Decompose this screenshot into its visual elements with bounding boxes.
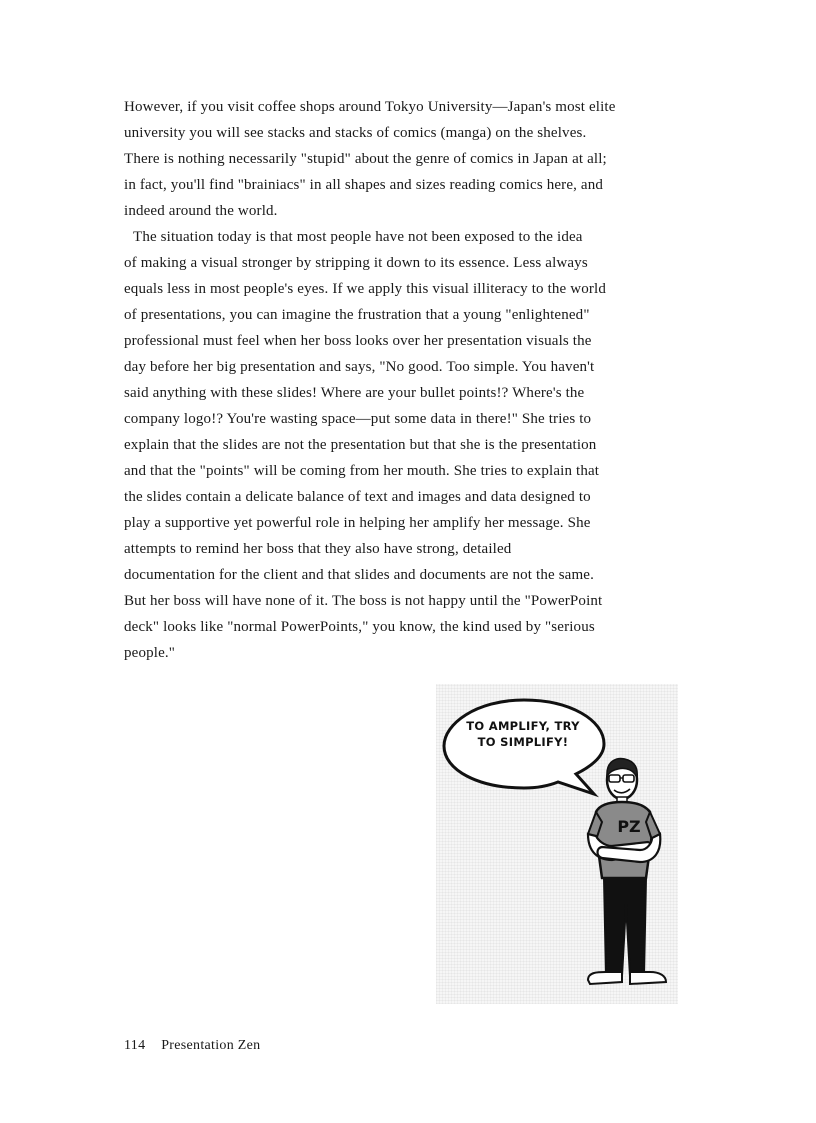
book-title: Presentation Zen [161, 1038, 261, 1053]
text-line: explain that the slides are not the presentation but that she is the presentation [124, 437, 597, 453]
text-line: of making a visual stronger by stripping it down to its essence. Less always [124, 255, 588, 271]
speech-line-2: TO SIMPLIFY! [477, 735, 569, 749]
pants [604, 878, 646, 976]
text-line: indeed around the world. [124, 203, 278, 219]
text-line: However, if you visit coffee shops around Tokyo University—Japan's most elite [124, 99, 616, 115]
text-line: equals less in most people's eyes. If we apply this visual illiteracy to the world [124, 281, 606, 297]
speech-line-1: TO AMPLIFY, TRY [466, 719, 580, 733]
text-line: attempts to remind her boss that they also have strong, detailed [124, 541, 512, 557]
text-line: There is nothing necessarily "stupid" about the genre of comics in Japan at all; [124, 151, 607, 167]
text-line: in fact, you'll find "brainiacs" in all shapes and sizes reading comics here, and [124, 177, 604, 193]
text-line: the slides contain a delicate balance of text and images and data designed to [124, 489, 591, 505]
text-line: day before her big presentation and says, "No good. Too simple. You haven't [124, 359, 595, 375]
text-line: and that the "points" will be coming from her mouth. She tries to explain that [124, 463, 600, 479]
page-footer [124, 1038, 260, 1054]
text-line: people." [124, 645, 176, 661]
page-number: 114 [124, 1038, 146, 1053]
shoe-left [588, 972, 622, 984]
shoe-right [630, 972, 666, 984]
text-line: The situation today is that most people have not been exposed to the idea [133, 229, 583, 245]
paragraph-1 [124, 94, 664, 224]
shirt-logo: PZ [617, 817, 641, 836]
shirt [596, 802, 652, 878]
text-line: documentation for the client and that slides and documents are not the same. [124, 567, 595, 583]
text-line: professional must feel when her boss looks over her presentation visuals the [124, 333, 592, 349]
text-line: said anything with these slides! Where are your bullet points!? Where's the [124, 385, 585, 401]
text-line: play a supportive yet powerful role in helping her amplify her message. She [124, 515, 591, 531]
paragraph-2 [124, 224, 664, 666]
text-line: But her boss will have none of it. The boss is not happy until the "PowerPoint [124, 593, 603, 609]
text-line: deck" looks like "normal PowerPoints," you know, the kind used by "serious [124, 619, 595, 635]
text-line: university you will see stacks and stacks of comics (manga) on the shelves. [124, 125, 587, 141]
text-line: of presentations, you can imagine the frustration that a young "enlightened" [124, 307, 590, 323]
text-line: company logo!? You're wasting space—put some data in there!" She tries to [124, 411, 592, 427]
speech-bubble-text [450, 718, 596, 750]
body-text [124, 94, 664, 666]
cartoon-illustration [436, 684, 678, 1004]
